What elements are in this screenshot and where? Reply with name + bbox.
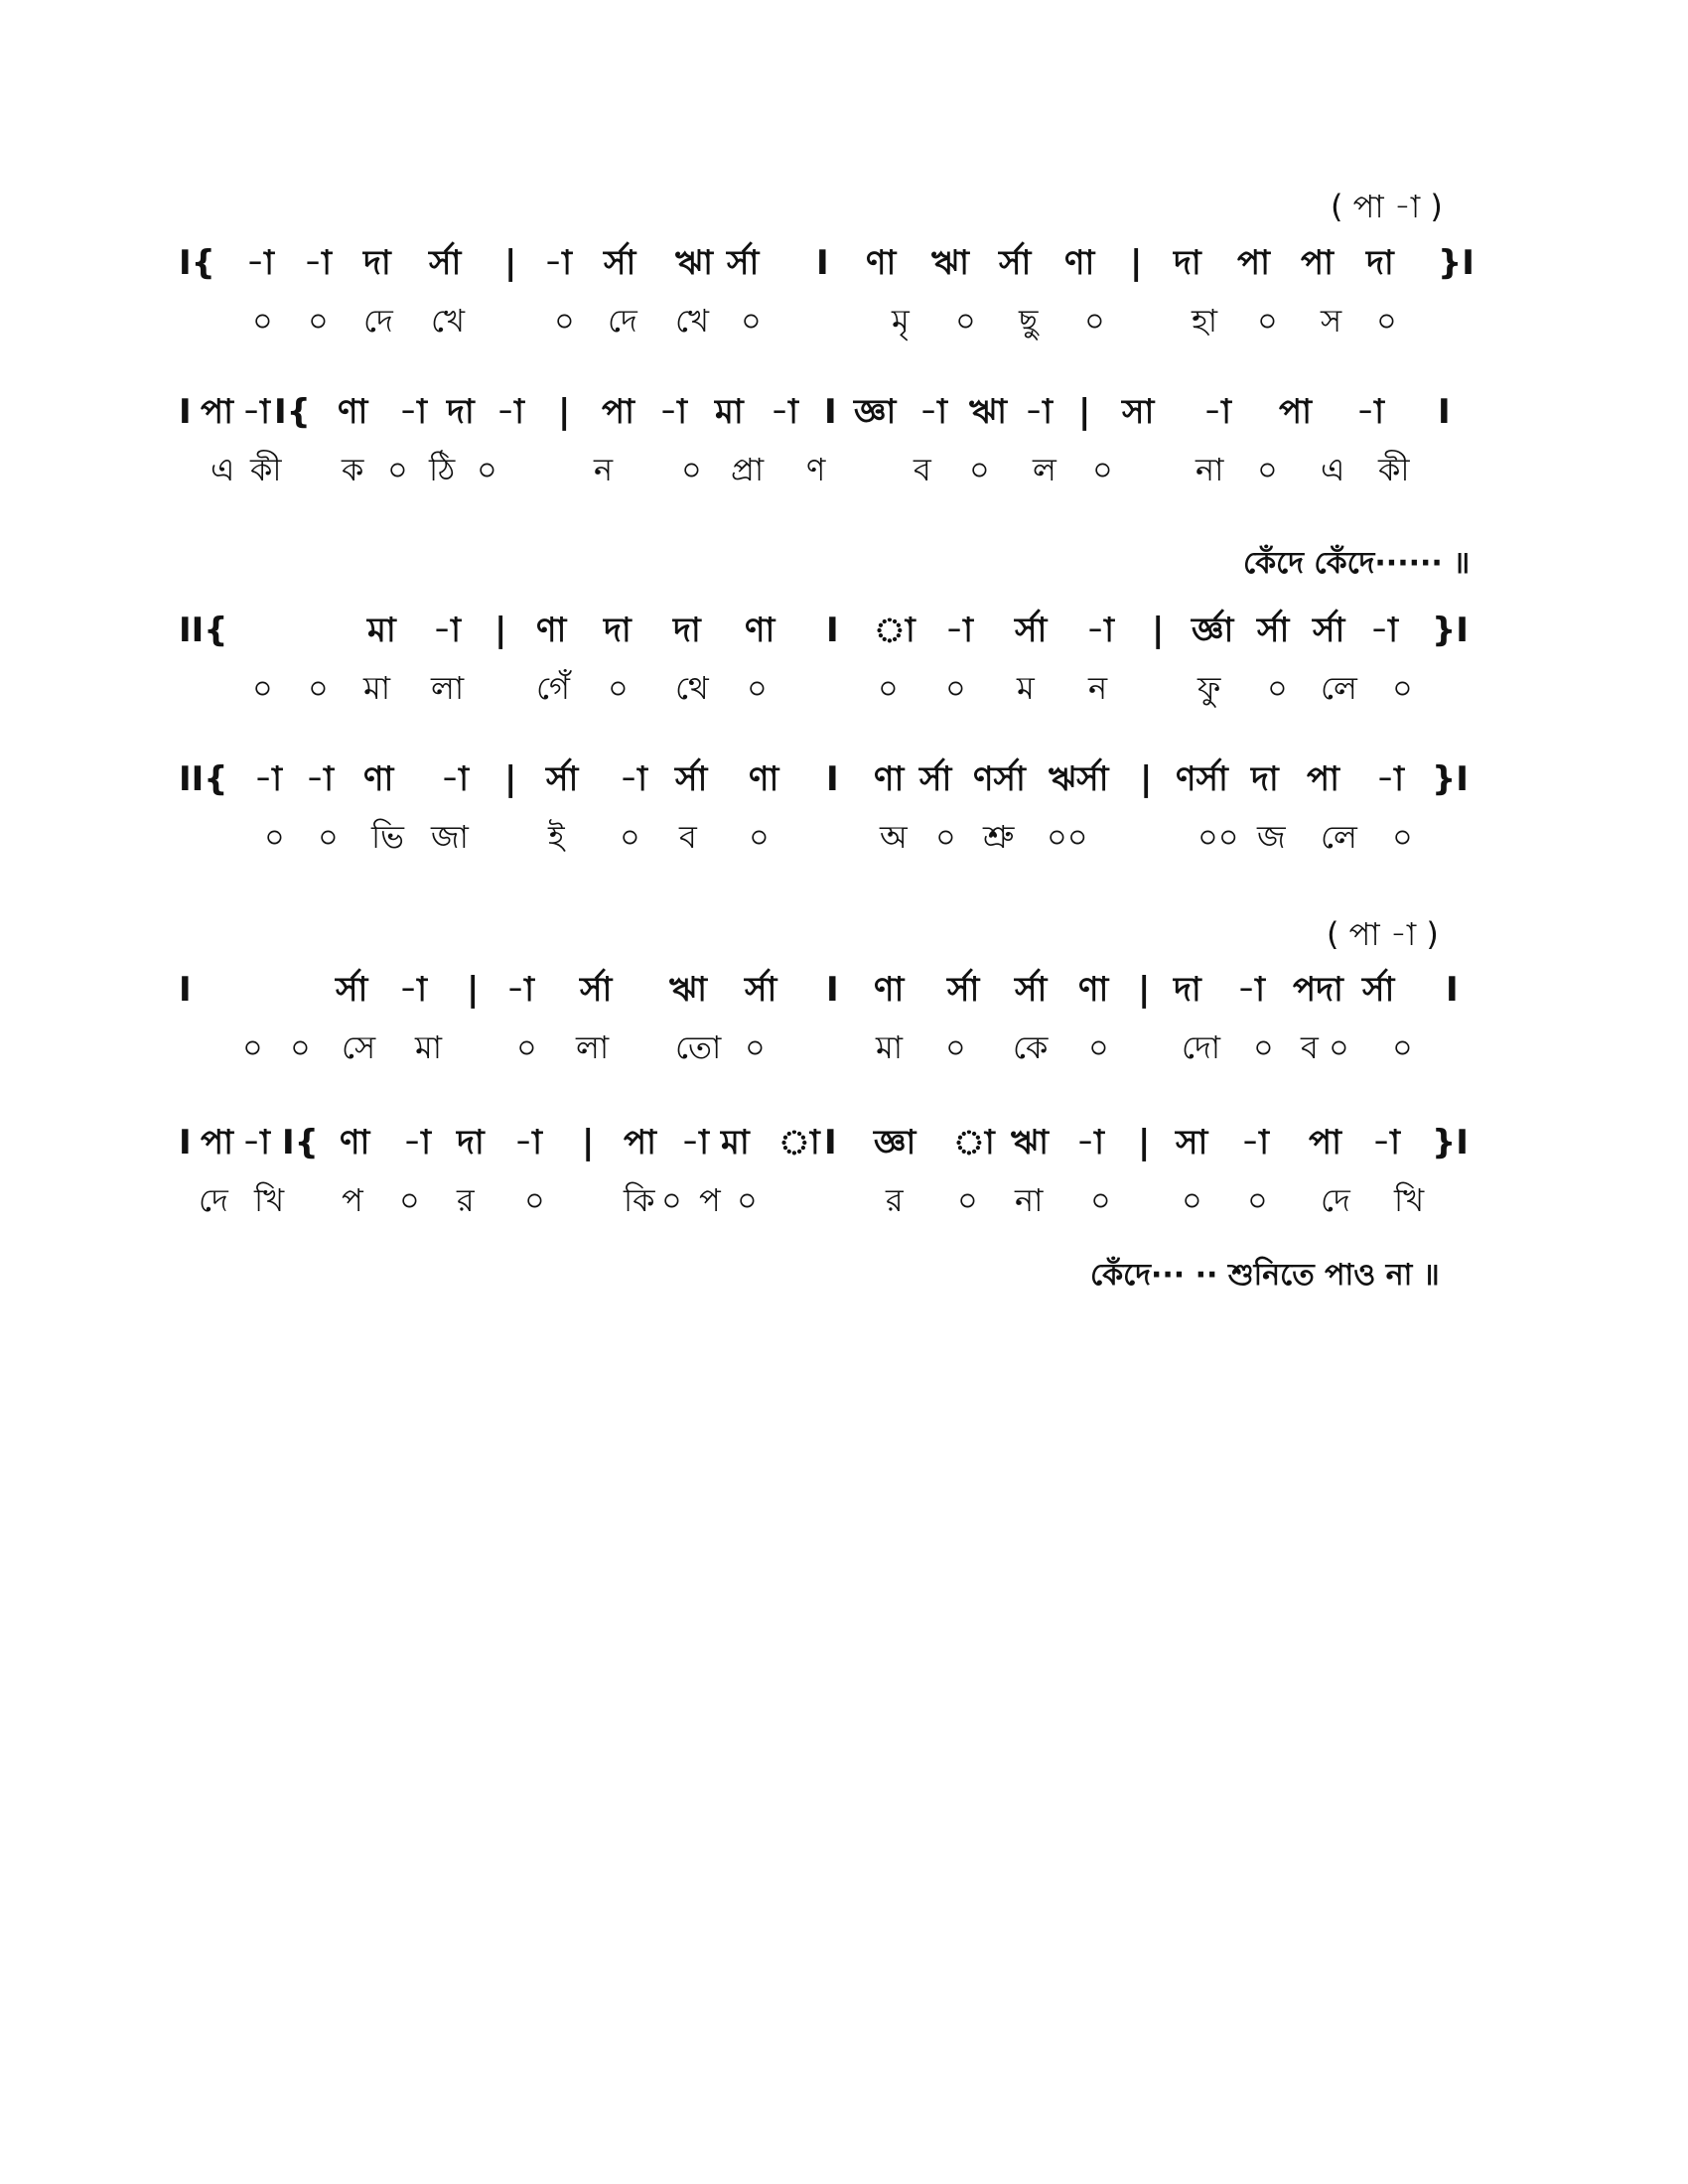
- lyric-syllable: ০০: [1047, 818, 1088, 856]
- lyric-syllable: লে: [1321, 669, 1357, 707]
- lyric-syllable: ফু: [1197, 669, 1221, 707]
- note: র্সা: [546, 759, 579, 799]
- lyric-syllable: লা: [431, 669, 465, 707]
- notation-line-3: [179, 606, 1509, 655]
- lyric-syllable: সে: [342, 1028, 376, 1066]
- lyric-syllable: শ্রু: [983, 818, 1015, 856]
- lyric-syllable: ০: [524, 1181, 545, 1219]
- note: র্সা: [999, 243, 1032, 283]
- note: -া: [304, 243, 332, 283]
- lyric-syllable: কে: [1013, 1028, 1049, 1066]
- note: দা: [1366, 243, 1394, 283]
- note: I: [826, 759, 839, 799]
- lyric-syllable: দে: [363, 302, 393, 340]
- note: }I: [1438, 243, 1475, 283]
- lyric-syllable: ০: [747, 669, 768, 707]
- lyric-syllable: ০: [477, 451, 497, 488]
- lyric-syllable: ০: [1084, 302, 1105, 340]
- note: দা: [447, 392, 475, 432]
- note: ণা: [536, 611, 567, 650]
- note: ঋা: [931, 243, 969, 283]
- note: র্সা: [1015, 611, 1048, 650]
- lyric-syllable: ০: [308, 302, 329, 340]
- note: I: [1446, 970, 1459, 1010]
- lyric-syllable: ০: [955, 302, 976, 340]
- note: |: [1152, 611, 1165, 650]
- lyric-syllable: লা: [576, 1028, 610, 1066]
- lyric-syllable: লে: [1321, 818, 1357, 856]
- note: র্সা: [1257, 611, 1290, 650]
- note: দা: [1251, 759, 1279, 799]
- note: র্সা: [727, 243, 760, 283]
- note: I: [179, 970, 192, 1010]
- note: মা: [367, 611, 396, 650]
- note: -া: [254, 759, 282, 799]
- lyric-syllable: ০: [252, 669, 273, 707]
- note: ণা: [363, 759, 394, 799]
- note: পা: [201, 392, 233, 432]
- note: I{: [274, 392, 311, 432]
- note: I{: [282, 1123, 319, 1162]
- note: পা: [1237, 243, 1270, 283]
- lyric-syllable: মৃ: [892, 302, 910, 340]
- lyric-syllable: কী: [1378, 451, 1410, 488]
- lyric-syllable: প্রা: [731, 451, 765, 488]
- lyric-syllable: ০: [1257, 451, 1278, 488]
- lyric-syllable: ঠি: [429, 451, 456, 488]
- lyric-syllable: দো: [1182, 1028, 1221, 1066]
- lyric-syllable: খি: [254, 1181, 285, 1219]
- note: |: [1138, 970, 1151, 1010]
- notation-line-5: [179, 965, 1509, 1015]
- lyrics-line-1: [179, 296, 1509, 345]
- note: -া: [771, 392, 798, 432]
- note: -া: [945, 611, 973, 650]
- note: -া: [306, 759, 334, 799]
- lyric-syllable: ০: [242, 1028, 263, 1066]
- lyric-syllable: ব: [1301, 1028, 1319, 1066]
- note: ণা: [866, 243, 897, 283]
- note: -া: [1237, 970, 1265, 1010]
- note: ণা: [874, 759, 905, 799]
- lyric-syllable: ০: [969, 451, 990, 488]
- lyric-syllable: জা: [431, 818, 469, 856]
- lyric-syllable: প: [342, 1181, 363, 1219]
- refrain-cue-2: কেঁদে··· ·· শুনিতে পাও না ॥: [1090, 1258, 1440, 1293]
- lyric-syllable: না: [1196, 451, 1224, 488]
- note: |: [1130, 243, 1143, 283]
- note: দা: [363, 243, 391, 283]
- note: র্সা: [919, 759, 952, 799]
- note: ঋা: [969, 392, 1007, 432]
- note: -া: [544, 243, 572, 283]
- lyric-syllable: ব: [679, 818, 697, 856]
- notation-line-4: [179, 754, 1509, 804]
- note: -া: [1356, 392, 1384, 432]
- note: পা: [1279, 392, 1312, 432]
- note: -া: [1241, 1123, 1269, 1162]
- note: I: [816, 243, 829, 283]
- lyric-syllable: ০: [554, 302, 575, 340]
- note: ণা: [338, 392, 368, 432]
- lyric-syllable: ০: [1092, 451, 1113, 488]
- lyric-syllable: ০০: [1197, 818, 1239, 856]
- lyric-syllable: ০: [1392, 818, 1413, 856]
- note: |: [467, 970, 480, 1010]
- note: র্সা: [745, 970, 777, 1010]
- note: -া: [242, 392, 270, 432]
- lyric-syllable: ০: [749, 818, 770, 856]
- note: জ্ঞা: [854, 392, 897, 432]
- lyric-syllable: ই: [548, 818, 565, 856]
- note: র্সা: [947, 970, 980, 1010]
- note: |: [504, 243, 517, 283]
- lyric-syllable: ০: [1247, 1181, 1268, 1219]
- note: |: [504, 759, 517, 799]
- lyric-syllable: ০: [1257, 302, 1278, 340]
- note: -া: [1370, 611, 1398, 650]
- lyric-syllable: মা: [876, 1028, 904, 1066]
- lyric-syllable: না: [1015, 1181, 1044, 1219]
- lyric-syllable: ০: [1329, 1028, 1349, 1066]
- note: -া: [1025, 392, 1053, 432]
- note: া: [874, 611, 915, 650]
- note: পা: [1307, 759, 1339, 799]
- note: পা: [624, 1123, 656, 1162]
- note: ণা: [1078, 970, 1109, 1010]
- note: ঋা: [1011, 1123, 1049, 1162]
- note: পা: [1309, 1123, 1341, 1162]
- note: পদা: [1293, 970, 1343, 1010]
- lyric-syllable: দে: [608, 302, 637, 340]
- lyric-syllable: ০: [516, 1028, 537, 1066]
- lyric-syllable: ০: [290, 1028, 311, 1066]
- lyric-syllable: ০: [608, 669, 629, 707]
- note: I: [826, 970, 839, 1010]
- note: -া: [496, 392, 524, 432]
- note: ণা: [340, 1123, 370, 1162]
- lyric-syllable: এ: [211, 451, 235, 488]
- note: -া: [919, 392, 947, 432]
- note: |: [1078, 392, 1091, 432]
- lyric-syllable: ০: [1088, 1028, 1109, 1066]
- lyric-syllable: ন: [594, 451, 614, 488]
- lyric-syllable: ০: [1090, 1181, 1111, 1219]
- lyric-syllable: কী: [250, 451, 282, 488]
- lyric-syllable: দে: [199, 1181, 228, 1219]
- lyric-syllable: ল: [1033, 451, 1056, 488]
- notation-line-2: [179, 387, 1509, 437]
- lyric-syllable: ০: [741, 302, 762, 340]
- lyric-syllable: ০: [1392, 1028, 1413, 1066]
- note: পা: [1301, 243, 1334, 283]
- lyric-syllable: ০: [620, 818, 640, 856]
- note: II{: [179, 759, 228, 799]
- lyric-syllable: অ: [880, 818, 908, 856]
- refrain-cue-1: কেঁদে কেঁদে······ ॥: [1243, 546, 1471, 581]
- lyric-syllable: ০: [308, 669, 329, 707]
- note: I: [1438, 392, 1451, 432]
- lyric-syllable: ০: [1267, 669, 1288, 707]
- lyric-syllable: মা: [363, 669, 391, 707]
- lyric-syllable: ০: [737, 1181, 758, 1219]
- note: ণা: [749, 759, 779, 799]
- note: র্সা: [1015, 970, 1048, 1010]
- note: I: [179, 1123, 192, 1162]
- lyric-syllable: ০: [1253, 1028, 1274, 1066]
- lyric-syllable: ম: [1017, 669, 1035, 707]
- note: I{: [179, 243, 215, 283]
- note: -া: [659, 392, 687, 432]
- note: -া: [1372, 1123, 1400, 1162]
- note: -া: [1076, 1123, 1104, 1162]
- note: -া: [399, 392, 427, 432]
- lyric-syllable: দে: [1321, 1181, 1350, 1219]
- note: -া: [681, 1123, 709, 1162]
- note: মা: [721, 1123, 750, 1162]
- note: া: [778, 1123, 820, 1162]
- note: ণা: [874, 970, 905, 1010]
- lyrics-line-5: [179, 1023, 1509, 1072]
- note: ণা: [745, 611, 775, 650]
- note: র্সা: [675, 759, 708, 799]
- note: ঋর্সা: [1049, 759, 1109, 799]
- note: I: [826, 611, 839, 650]
- note: I: [824, 392, 837, 432]
- note: র্সা: [429, 243, 462, 283]
- lyric-syllable: ০: [1392, 669, 1413, 707]
- lyric-syllable: গেঁ: [536, 669, 570, 707]
- lyric-syllable: র: [886, 1181, 904, 1219]
- note: -া: [242, 1123, 270, 1162]
- lyric-syllable: কি: [624, 1181, 655, 1219]
- lyric-syllable: ছু: [1019, 302, 1039, 340]
- note: দা: [673, 611, 701, 650]
- lyrics-line-3: [179, 663, 1509, 713]
- note: -া: [399, 970, 427, 1010]
- lyric-syllable: খি: [1394, 1181, 1425, 1219]
- note: I: [179, 392, 192, 432]
- note: I: [824, 1123, 837, 1162]
- lyric-syllable: ০: [945, 669, 966, 707]
- note: |: [1140, 759, 1153, 799]
- lyric-syllable: ০: [878, 669, 899, 707]
- lyric-syllable: ০: [745, 1028, 766, 1066]
- note: র্সা: [336, 970, 368, 1010]
- note: |: [494, 611, 507, 650]
- notation-line-6: [179, 1118, 1509, 1167]
- note: সা: [1176, 1123, 1208, 1162]
- note: }I: [1432, 759, 1469, 799]
- note: }I: [1432, 1123, 1469, 1162]
- note: মা: [715, 392, 744, 432]
- lyric-syllable: ক: [342, 451, 364, 488]
- lyric-syllable: হা: [1192, 302, 1218, 340]
- note: পা: [201, 1123, 233, 1162]
- note: -া: [620, 759, 647, 799]
- note: র্সা: [580, 970, 613, 1010]
- note: -া: [403, 1123, 431, 1162]
- note: -া: [441, 759, 469, 799]
- lyric-syllable: ০: [1376, 302, 1397, 340]
- lyric-syllable: ০: [318, 818, 339, 856]
- lyric-syllable: ০: [1182, 1181, 1202, 1219]
- lyrics-line-2: [179, 445, 1509, 494]
- note: র্সা: [604, 243, 636, 283]
- note: জ্ঞা: [874, 1123, 916, 1162]
- note: র্জ্ঞা: [1192, 611, 1234, 650]
- lyric-syllable: ০: [399, 1181, 420, 1219]
- note: }I: [1432, 611, 1469, 650]
- note: -া: [1203, 392, 1231, 432]
- lyric-syllable: ০: [957, 1181, 978, 1219]
- note: -া: [514, 1123, 542, 1162]
- note: র্সা: [1362, 970, 1395, 1010]
- note: ণর্সা: [1176, 759, 1228, 799]
- note: পা: [602, 392, 634, 432]
- note: দা: [604, 611, 632, 650]
- note: দা: [1174, 243, 1201, 283]
- lyric-syllable: ০: [945, 1028, 966, 1066]
- note: র্সা: [1313, 611, 1345, 650]
- lyrics-line-4: [179, 812, 1509, 862]
- lyric-syllable: ভি: [371, 818, 404, 856]
- notation-line-1: [179, 238, 1509, 288]
- lyric-syllable: খে: [675, 302, 709, 340]
- cue-note-1: ( পা -া ): [1331, 188, 1443, 225]
- note: |: [558, 392, 571, 432]
- note: ঋা: [675, 243, 713, 283]
- note: II{: [179, 611, 228, 650]
- lyric-syllable: থে: [675, 669, 709, 707]
- note: -া: [246, 243, 274, 283]
- note: ঋা: [669, 970, 707, 1010]
- note: দা: [1174, 970, 1201, 1010]
- note: -া: [433, 611, 461, 650]
- lyric-syllable: তো: [675, 1028, 722, 1066]
- note: -া: [506, 970, 534, 1010]
- lyric-syllable: প: [699, 1181, 721, 1219]
- note: -া: [1086, 611, 1114, 650]
- lyric-syllable: র: [457, 1181, 475, 1219]
- note: ণা: [1064, 243, 1095, 283]
- lyric-syllable: খে: [431, 302, 465, 340]
- lyric-syllable: এ: [1321, 451, 1345, 488]
- cue-note-2: ( পা -া ): [1327, 915, 1439, 953]
- lyric-syllable: ০: [252, 302, 273, 340]
- note: ণর্সা: [973, 759, 1026, 799]
- note: -া: [1376, 759, 1404, 799]
- lyric-syllable: ০: [935, 818, 956, 856]
- lyric-syllable: ণ: [806, 451, 826, 488]
- lyric-syllable: ০: [387, 451, 408, 488]
- note: |: [1138, 1123, 1151, 1162]
- lyric-syllable: ব: [914, 451, 931, 488]
- note: সা: [1122, 392, 1155, 432]
- lyric-syllable: ০: [661, 1181, 682, 1219]
- lyric-syllable: জ: [1257, 818, 1286, 856]
- lyric-syllable: ন: [1088, 669, 1108, 707]
- lyrics-line-6: [179, 1175, 1509, 1225]
- note: |: [582, 1123, 595, 1162]
- lyric-syllable: মা: [415, 1028, 443, 1066]
- note: া: [953, 1123, 995, 1162]
- lyric-syllable: ০: [264, 818, 285, 856]
- note: দা: [457, 1123, 485, 1162]
- lyric-syllable: ০: [681, 451, 702, 488]
- lyric-syllable: স: [1321, 302, 1342, 340]
